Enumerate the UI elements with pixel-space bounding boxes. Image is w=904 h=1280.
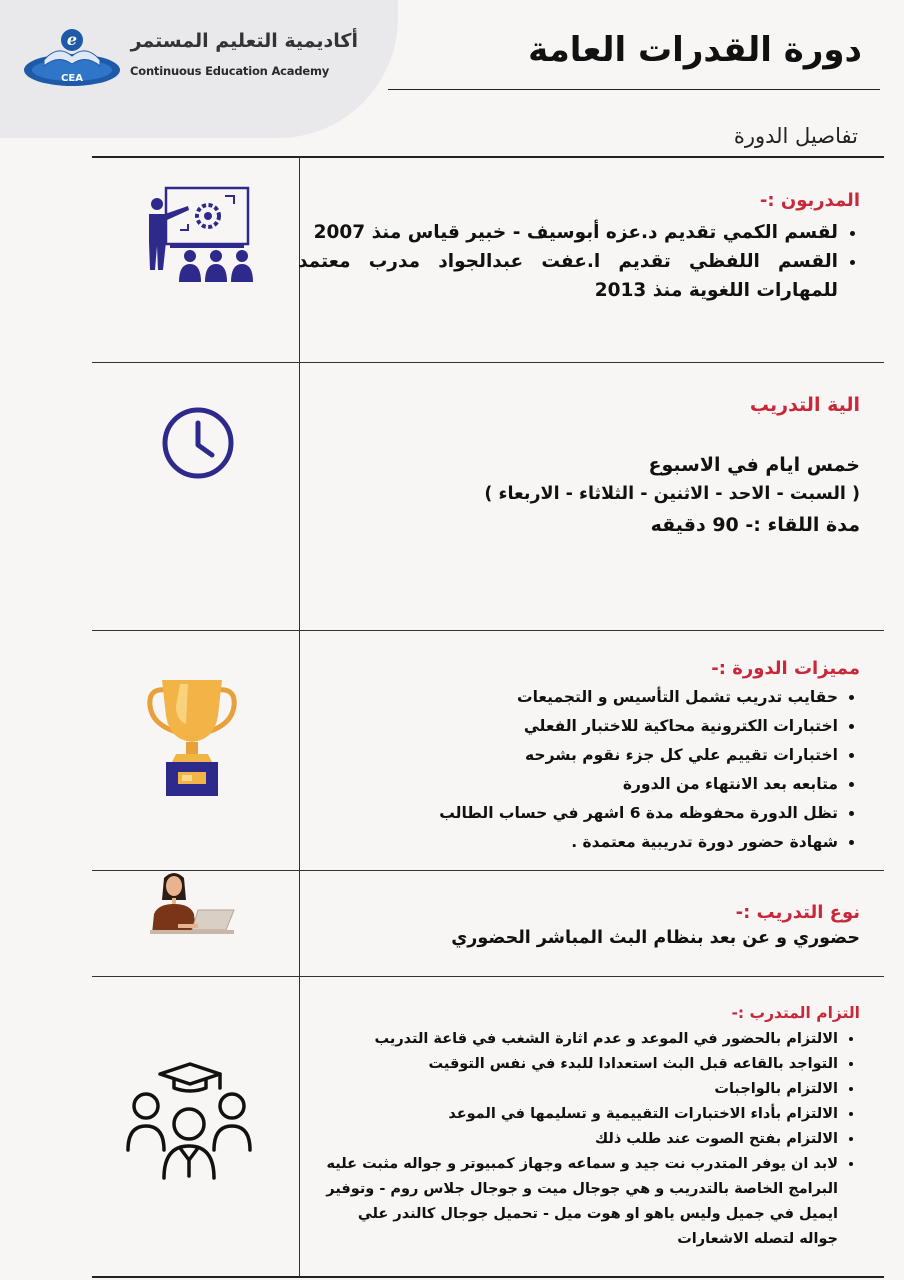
row-divider (92, 630, 884, 631)
academy-logo-icon (22, 26, 122, 88)
list-item: • حقايب تدريب تشمل التأسيس و التجميعات (318, 683, 838, 712)
list-item: • القسم اللفظي تقديم ا.عفت عبدالجواد مدرب معتمد للمهارات اللغوية منذ 2013 (298, 247, 838, 305)
features-list (318, 683, 860, 857)
list-item: • متابعه بعد الانتهاء من الدورة (318, 770, 838, 799)
list-item: • لقسم الكمي تقديم د.عزه أبوسيف - خبير قياس منذ 2007 (298, 218, 838, 247)
table-bottom-border (92, 1276, 884, 1278)
woman-laptop-icon (148, 870, 236, 938)
graduates-icon (124, 1060, 254, 1180)
list-item: • الالتزام بفتح الصوت عند طلب ذلك (318, 1127, 838, 1152)
list-item: • الالتزام بالواجبات (318, 1077, 838, 1102)
list-item: • الالتزام بأداء الاختبارات التقييمية و تسليمها في الموعد (318, 1102, 838, 1127)
trainers-list (298, 218, 860, 305)
list-item: • اختبارات الكترونية محاكية للاختبار الفعلي (318, 712, 838, 741)
list-item: • شهادة حضور دورة تدريبية معتمدة . (318, 828, 838, 857)
svg-text:e: e (66, 30, 78, 49)
logo-arabic-name: أكاديمية التعليم المستمر (130, 30, 358, 52)
page-title: دورة القدرات العامة (528, 30, 862, 70)
row-divider (92, 362, 884, 363)
list-item: • الالتزام بالحضور في الموعد و عدم اثارة الشغب في قاعة التدريب (318, 1027, 838, 1052)
title-underline (388, 89, 880, 90)
table-top-border (92, 156, 884, 158)
logo-english-name: Continuous Education Academy (130, 64, 330, 78)
list-item: • لابد ان يوفر المتدرب نت جيد و سماعه وجهاز كمبيوتر و جواله مثبت عليه البرامج الخاصة بالتدريب و هي جوجال ميت و جوجال جلاس روم - وتوفير ايميل في جميل وليس ياهو او هوت ميل - تحميل جوجال كالندر علي جواله لتصله الاشعارات (318, 1152, 838, 1252)
commitment-list (318, 1027, 860, 1252)
row-divider (92, 976, 884, 977)
mechanism-heading: الية التدريب (749, 394, 860, 416)
commitment-heading: التزام المتدرب :- (731, 1004, 860, 1022)
list-item: • تظل الدورة محفوظه مدة 6 اشهر في حساب الطالب (318, 799, 838, 828)
trainers-heading: المدربون :- (759, 190, 860, 211)
mechanism-day-list: ( السبت - الاحد - الاثنين - الثلاثاء - الاربعاء ) (484, 484, 860, 504)
clock-icon (160, 405, 236, 481)
mechanism-days: خمس ايام في الاسبوع (648, 454, 860, 476)
list-item: • اختبارات تقييم علي كل جزء نقوم بشرحه (318, 741, 838, 770)
page-subtitle: تفاصيل الدورة (733, 124, 858, 148)
training-type-heading: نوع التدريب :- (735, 902, 860, 923)
trophy-icon (146, 676, 238, 798)
training-type-text: حضوري و عن بعد بنظام البث المباشر الحضوري (451, 928, 860, 948)
column-divider (299, 157, 300, 1277)
mechanism-duration: مدة اللقاء :- 90 دقيقه (650, 514, 860, 536)
list-item: • التواجد بالقاعه قبل البث استعدادا للبدء في نفس التوقيت (318, 1052, 838, 1077)
features-heading: مميزات الدورة :- (711, 658, 860, 679)
logo-abbrev: CEA (61, 73, 83, 84)
presenter-icon (140, 184, 258, 284)
